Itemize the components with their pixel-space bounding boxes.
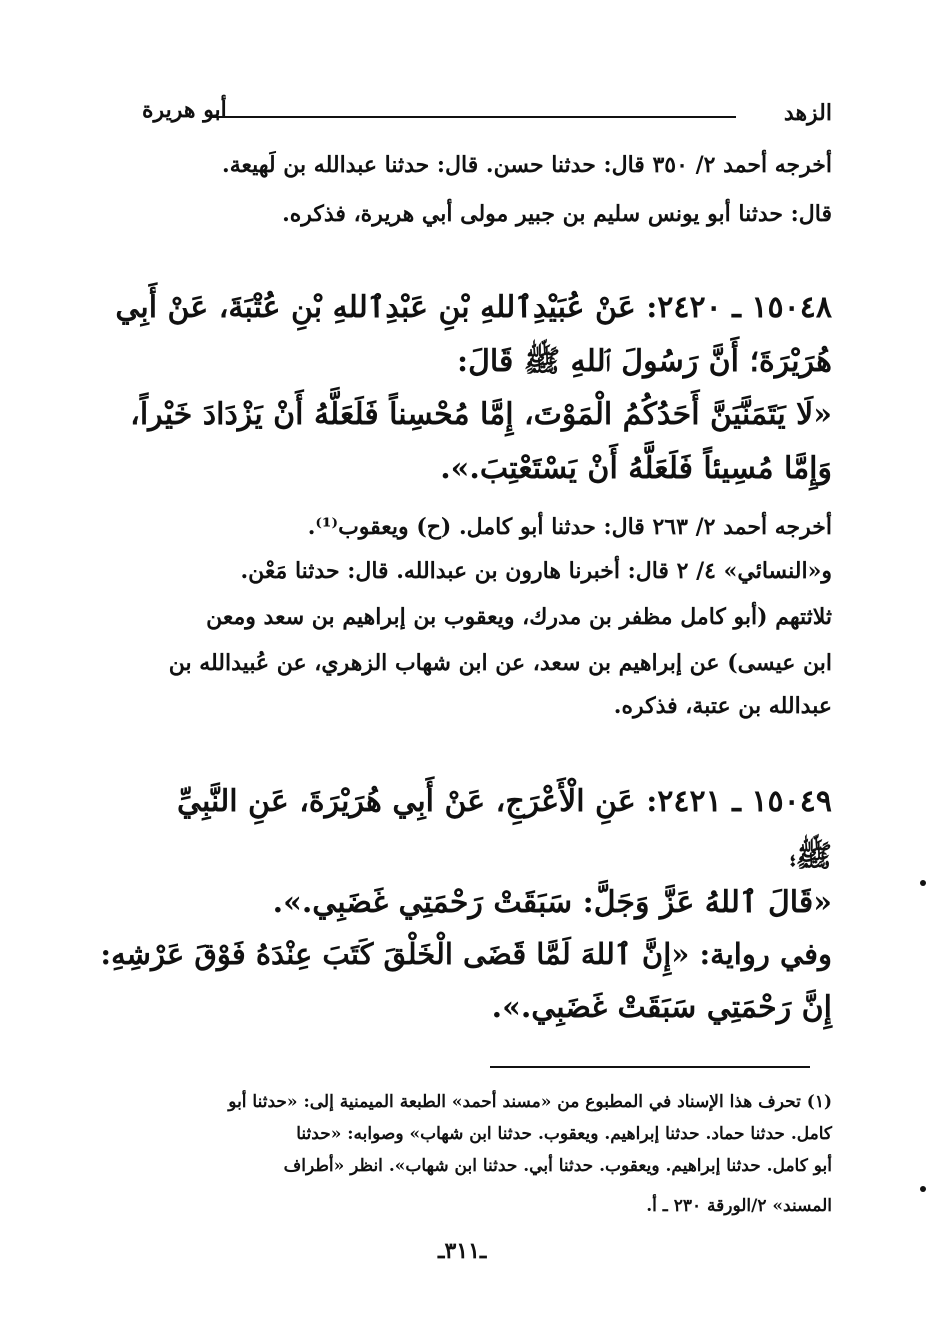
hadith-15049-line-3: «قَالَ ٱللهُ عَزَّ وَجَلَّ: سَبَقَتْ رَحْمَتِي غَضَبِي.».: [272, 885, 832, 920]
source2-line-2: و«النسائي» ٤/ ٢ قال: أخبرنا هارون بن عبدالله. قال: حدثنا مَعْن.: [240, 558, 832, 584]
footnote-line-1: (١) تحرف هذا الإسناد في المطبوع من «مسند أحمد» الطبعة الميمنية إلى: «حدثنا أبو: [228, 1092, 832, 1112]
hadith-15048-line-2: هُرَيْرَةَ؛ أَنَّ رَسُولَ ٱللهِ ﷺ قَالَ:: [457, 344, 832, 379]
running-header-chapter: الزهد: [783, 100, 832, 126]
margin-dot-bottom: [920, 1186, 926, 1192]
margin-dot-top: [920, 880, 926, 886]
source2-line-3: ثلاثتهم (أبو كامل مظفر بن مدرك، ويعقوب بن إبراهيم بن سعد ومعن: [206, 604, 832, 630]
source2-line-1: أخرجه أحمد ٢/ ٢٦٣ قال: حدثنا أبو كامل. (ح) ويعقوب⁽¹⁾.: [307, 514, 832, 540]
header-rule-left: [212, 116, 472, 118]
footnote-line-2: كامل. حدثنا حماد. حدثنا إبراهيم. ويعقوب. حدثنا ابن شهاب» وصوابه: «حدثنا: [296, 1124, 832, 1144]
hadith-15048-line-3: «لَا يَتَمَنَّيَنَّ أَحَدُكُمُ الْمَوْتَ، إِمَّا مُحْسِناً فَلَعَلَّهُ أَنْ يَزْدَادَ خَيْراً،: [130, 397, 832, 432]
hadith-15049-line-1: ١٥٠٤٩ ـ ٢٤٢١: عَنِ الْأَعْرَجِ، عَنْ أَبِي هُرَيْرَةَ، عَنِ النَّبِيِّ: [176, 784, 832, 819]
hadith-15049-line-5: إِنَّ رَحْمَتِي سَبَقَتْ غَضَبِي.».: [491, 990, 832, 1025]
hadith-15049-line-4: وفي رواية: «إِنَّ ٱللهَ لَمَّا قَضَى الْخَلْقَ كَتَبَ عِنْدَهُ فَوْقَ عَرْشِهِ:: [100, 937, 832, 971]
footnote-line-4: المسند» ٢/الورقة ٢٣٠ ـ أ.: [646, 1196, 832, 1216]
footnote-line-3: أبو كامل. حدثنا إبراهيم. ويعقوب. حدثنا أبي. حدثنا ابن شهاب». انظر «أطراف: [283, 1156, 832, 1176]
running-header-subject: أبو هريرة: [142, 97, 227, 123]
hadith-15048-line-4: وَإِمَّا مُسِيئاً فَلَعَلَّهُ أَنْ يَسْتَعْتِبَ.».: [440, 451, 832, 486]
source2-line-4: ابن عيسى) عن إبراهيم بن سعد، عن ابن شهاب الزهري، عن عُبيدالله بن: [168, 650, 832, 676]
hadith-15048-line-1: ١٥٠٤٨ ـ ٢٤٢٠: عَنْ عُبَيْدِٱللهِ بْنِ عَبْدِٱللهِ بْنِ عُتْبَةَ، عَنْ أَبِي: [115, 290, 832, 325]
page-number: ـ٣١١ـ: [438, 1238, 487, 1264]
source2-line-5: عبدالله بن عتبة، فذكره.: [613, 693, 832, 719]
hadith-15049-line-2: ﷺ؛: [789, 839, 832, 874]
footnote-separator: [490, 1066, 810, 1068]
source-line-1: أخرجه أحمد ٢/ ٣٥٠ قال: حدثنا حسن. قال: حدثنا عبدالله بن لَهيعة.: [222, 152, 832, 178]
source-line-2: قال: حدثنا أبو يونس سليم بن جبير مولى أبي هريرة، فذكره.: [282, 201, 832, 227]
